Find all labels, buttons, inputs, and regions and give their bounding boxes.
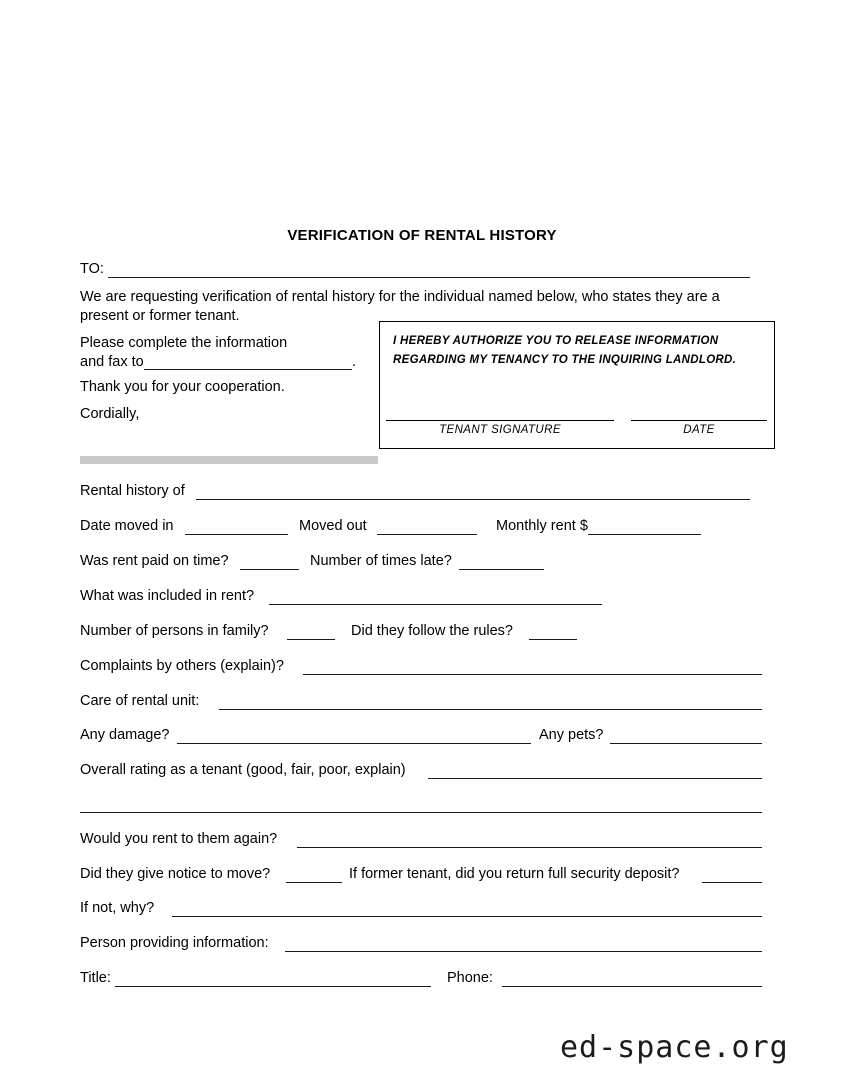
included-in-rent-rule[interactable]: [269, 604, 602, 605]
any-damage-label: Any damage?: [80, 727, 170, 743]
overall-rating-rule-continued[interactable]: [80, 812, 762, 813]
rental-history-of-label: Rental history of: [80, 483, 185, 499]
times-late-rule[interactable]: [459, 569, 544, 570]
rent-again-rule[interactable]: [297, 847, 762, 848]
to-label: TO:: [80, 261, 104, 277]
authorization-line-2: REGARDING MY TENANCY TO THE INQUIRING LANDLORD.: [393, 354, 737, 366]
tenant-signature-caption: TENANT SIGNATURE: [439, 424, 561, 436]
person-providing-label: Person providing information:: [80, 935, 269, 951]
security-deposit-label: If former tenant, did you return full security deposit?: [349, 866, 680, 882]
rental-history-of-rule[interactable]: [196, 499, 750, 500]
any-pets-label: Any pets?: [539, 727, 604, 743]
if-not-why-label: If not, why?: [80, 900, 155, 916]
fax-period: .: [352, 354, 357, 370]
tenant-signature-rule[interactable]: [386, 420, 614, 421]
included-in-rent-label: What was included in rent?: [80, 588, 255, 604]
follow-rules-label: Did they follow the rules?: [351, 623, 513, 639]
title-rule[interactable]: [115, 986, 431, 987]
please-complete-line1: Please complete the information: [80, 335, 288, 351]
page-title: VERIFICATION OF RENTAL HISTORY: [287, 227, 557, 244]
care-of-unit-rule[interactable]: [219, 709, 762, 710]
notice-to-move-rule[interactable]: [286, 882, 342, 883]
times-late-label: Number of times late?: [310, 553, 452, 569]
monthly-rent-label: Monthly rent $: [496, 518, 588, 534]
persons-in-family-rule[interactable]: [287, 639, 335, 640]
moved-out-label: Moved out: [299, 518, 367, 534]
thank-you-text: Thank you for your cooperation.: [80, 379, 285, 395]
fax-to-label: and fax to: [80, 354, 144, 370]
date-moved-in-rule[interactable]: [185, 534, 288, 535]
overall-rating-label: Overall rating as a tenant (good, fair, poor, explain): [80, 762, 406, 778]
persons-in-family-label: Number of persons in family?: [80, 623, 269, 639]
authorization-box: [379, 321, 775, 449]
phone-rule[interactable]: [502, 986, 762, 987]
follow-rules-rule[interactable]: [529, 639, 577, 640]
signature-date-rule[interactable]: [631, 420, 767, 421]
date-moved-in-label: Date moved in: [80, 518, 174, 534]
title-label: Title:: [80, 970, 111, 986]
cordially-text: Cordially,: [80, 406, 140, 422]
signature-date-caption: DATE: [683, 424, 715, 436]
rent-again-label: Would you rent to them again?: [80, 831, 278, 847]
any-pets-rule[interactable]: [610, 743, 762, 744]
person-providing-rule[interactable]: [285, 951, 762, 952]
complaints-rule[interactable]: [303, 674, 762, 675]
any-damage-rule[interactable]: [177, 743, 531, 744]
notice-to-move-label: Did they give notice to move?: [80, 866, 271, 882]
complaints-label: Complaints by others (explain)?: [80, 658, 284, 674]
if-not-why-rule[interactable]: [172, 916, 762, 917]
fax-number-blank-rule[interactable]: [144, 369, 352, 370]
authorization-line-1: I HEREBY AUTHORIZE YOU TO RELEASE INFORMATION: [393, 335, 719, 347]
intro-paragraph: We are requesting verification of rental history for the individual named below, who states they are a present or former tenant.: [80, 289, 720, 324]
phone-label: Phone:: [447, 970, 493, 986]
security-deposit-rule[interactable]: [702, 882, 762, 883]
moved-out-rule[interactable]: [377, 534, 477, 535]
monthly-rent-rule[interactable]: [588, 534, 701, 535]
overall-rating-rule[interactable]: [428, 778, 762, 779]
rent-on-time-rule[interactable]: [240, 569, 299, 570]
rent-on-time-label: Was rent paid on time?: [80, 553, 229, 569]
to-blank-rule[interactable]: [108, 277, 750, 278]
gray-separator-bar: [80, 456, 378, 464]
care-of-unit-label: Care of rental unit:: [80, 693, 200, 709]
site-watermark: ed-space.org: [560, 1030, 789, 1065]
